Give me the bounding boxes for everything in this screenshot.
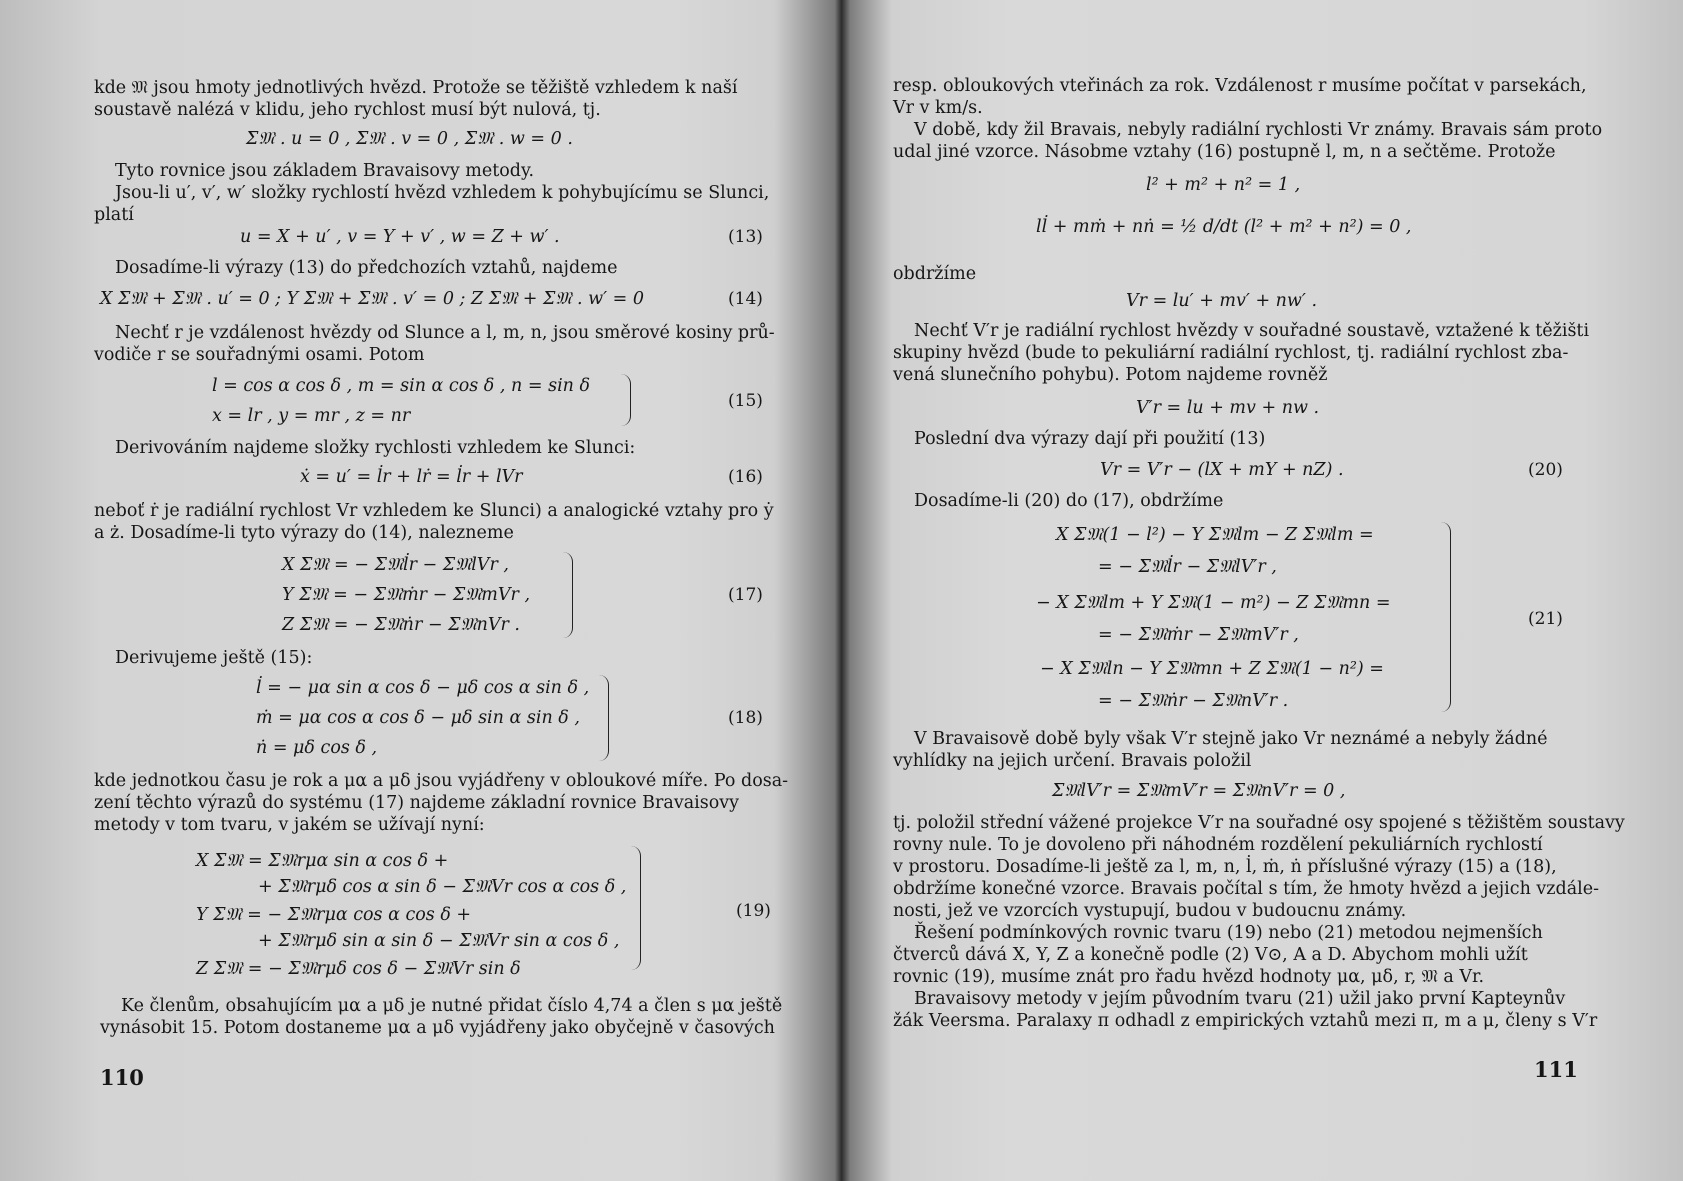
text-line: vyhlídky na jejich určení. Bravais položil — [893, 751, 1252, 771]
equation: = − Σ𝔐l̇r − Σ𝔐lV′r , — [1098, 557, 1277, 577]
equation: Σ𝔐 . u = 0 , Σ𝔐 . v = 0 , Σ𝔐 . w = 0 . — [246, 129, 573, 149]
equation: X Σ𝔐(1 − l²) − Y Σ𝔐lm − Z Σ𝔐lm = — [1056, 525, 1374, 545]
text-line: vodiče r se souřadnými osami. Potom — [94, 345, 425, 365]
equation: Z Σ𝔐 = − Σ𝔐ṅr − Σ𝔐nVr . — [282, 615, 520, 635]
equation: u = X + u′ , v = Y + v′ , w = Z + w′ . — [240, 227, 560, 247]
text-line: Derivujeme ještě (15): — [115, 648, 313, 668]
text-line: Derivováním najdeme složky rychlosti vzhledem ke Slunci: — [115, 438, 636, 458]
equation-number: (16) — [728, 467, 763, 487]
equation: − X Σ𝔐ln − Y Σ𝔐mn + Z Σ𝔐(1 − n²) = — [1040, 659, 1384, 679]
text-line: Ke členům, obsahujícím μα a μδ je nutné přidat číslo 4,74 a člen s μα ještě — [121, 996, 783, 1016]
text-line: platí — [94, 205, 134, 225]
equation-brace — [628, 846, 641, 970]
text-line: Dosadíme-li výrazy (13) do předchozích vztahů, najdeme — [115, 258, 618, 278]
text-line: Nechť r je vzdálenost hvězdy od Slunce a l, m, n, jsou směrové kosiny prů- — [115, 323, 775, 343]
text-line: soustavě nalézá v klidu, jeho rychlost musí být nulová, tj. — [94, 100, 601, 120]
equation: ẋ = u′ = l̇r + lṙ = l̇r + lVr — [300, 467, 523, 487]
equation: l² + m² + n² = 1 , — [1146, 175, 1301, 195]
equation: Y Σ𝔐 = − Σ𝔐rμα cos α cos δ + — [196, 905, 472, 925]
equation: Z Σ𝔐 = − Σ𝔐rμδ cos δ − Σ𝔐Vr sin δ — [196, 959, 521, 979]
text-line: vynásobit 15. Potom dostaneme μα a μδ vyjádřeny jako obyčejně v časových — [100, 1018, 775, 1038]
text-line: neboť ṙ je radiální rychlost Vr vzhledem ke Slunci) a analogické vztahy pro ẏ — [94, 501, 774, 521]
left-page — [0, 0, 830, 1181]
text-line: tj. položil střední vážené projekce V′r na souřadné osy spojené s těžištěm soustavy — [893, 813, 1625, 833]
text-line: v prostoru. Dosadíme-li ještě za l, m, n, l̇, ṁ, ṅ příslušné výrazy (15) a (18), — [893, 857, 1557, 877]
text-line: vená slunečního pohybu). Potom najdeme rovněž — [893, 365, 1328, 385]
equation-number: (14) — [728, 289, 763, 309]
text-line: rovny nule. To je dovoleno při náhodném rozdělení pekuliárních rychlostí — [893, 835, 1543, 855]
equation: = − Σ𝔐ṅr − Σ𝔐nV′r . — [1098, 691, 1289, 711]
equation-brace — [1436, 522, 1451, 712]
text-line: V době, kdy žil Bravais, nebyly radiální rychlosti Vr známy. Bravais sám proto — [914, 120, 1603, 140]
text-line: nosti, jež ve vzorcích vystupují, budou v budoucnu známy. — [893, 901, 1407, 921]
equation-number: (13) — [728, 227, 763, 247]
text-line: Vr v km/s. — [893, 98, 983, 118]
equation-number: (21) — [1528, 609, 1563, 629]
equation: X Σ𝔐 = Σ𝔐rμα sin α cos δ + — [196, 851, 449, 871]
text-line: kde 𝔐 jsou hmoty jednotlivých hvězd. Protože se těžiště vzhledem k naší — [94, 78, 738, 98]
text-line: Řešení podmínkových rovnic tvaru (19) nebo (21) metodou nejmenších — [914, 923, 1543, 943]
equation-number: (20) — [1528, 460, 1563, 480]
text-line: skupiny hvězd (bude to pekuliární radiální rychlost, tj. radiální rychlost zba- — [893, 343, 1569, 363]
equation-number: (17) — [728, 585, 763, 605]
equation: X Σ𝔐 + Σ𝔐 . u′ = 0 ; Y Σ𝔐 + Σ𝔐 . v′ = 0 ; Z Σ𝔐 + Σ𝔐 . w′ = 0 — [100, 289, 644, 309]
right-page — [836, 0, 1683, 1181]
text-line: udal jiné vzorce. Násobme vztahy (16) postupně l, m, n a sečtěme. Protože — [893, 142, 1556, 162]
text-line: zení těchto výrazů do systému (17) najdeme základní rovnice Bravaisovy — [94, 793, 740, 813]
equation-number: (18) — [728, 708, 763, 728]
text-line: V Bravaisově době byly však V′r stejně jako Vr neznámé a nebyly žádné — [914, 729, 1548, 749]
text-line: obdržíme konečné vzorce. Bravais počítal s tím, že hmoty hvězd a jejich vzdále- — [893, 879, 1600, 899]
equation: Vr = lu′ + mv′ + nw′ . — [1126, 291, 1318, 311]
equation: X Σ𝔐 = − Σ𝔐l̇r − Σ𝔐lVr , — [282, 555, 509, 575]
text-line: Poslední dva výrazy dají při použití (13) — [914, 429, 1266, 449]
equation: ṅ = μδ cos δ , — [256, 738, 378, 758]
equation: = − Σ𝔐ṁr − Σ𝔐mV′r , — [1098, 625, 1299, 645]
equation-brace — [560, 552, 573, 638]
equation: Y Σ𝔐 = − Σ𝔐ṁr − Σ𝔐mVr , — [282, 585, 531, 605]
text-line: obdržíme — [893, 264, 977, 284]
text-line: resp. obloukových vteřinách za rok. Vzdálenost r musíme počítat v parsekách, — [893, 76, 1587, 96]
equation: l = cos α cos δ , m = sin α cos δ , n = sin δ — [212, 376, 591, 396]
text-line: metody v tom tvaru, v jakém se užívají nyní: — [94, 815, 485, 835]
page-number: 110 — [100, 1065, 144, 1090]
equation: + Σ𝔐rμδ sin α sin δ − Σ𝔐Vr sin α cos δ , — [258, 931, 620, 951]
text-line: a ż. Dosadíme-li tyto výrazy do (14), nalezneme — [94, 523, 514, 543]
text-line: rovnic (19), musíme znát pro řadu hvězd hodnoty μα, μδ, r, 𝔐 a Vr. — [893, 967, 1485, 987]
equation: l̇ = − μα sin α cos δ − μδ cos α sin δ , — [256, 678, 590, 698]
equation-number: (15) — [728, 391, 763, 411]
equation: − X Σ𝔐lm + Y Σ𝔐(1 − m²) − Z Σ𝔐mn = — [1036, 593, 1391, 613]
text-line: Bravaisovy metody v jejím původním tvaru (21) užil jako první Kapteynův — [914, 989, 1566, 1009]
equation: ll̇ + mṁ + nṅ = ½ d/dt (l² + m² + n²) = 0 , — [1036, 217, 1412, 237]
equation: x = lr , y = mr , z = nr — [212, 406, 411, 426]
equation-brace — [618, 374, 631, 426]
page-number: 111 — [1534, 1057, 1578, 1082]
text-line: Tyto rovnice jsou základem Bravaisovy metody. — [115, 161, 535, 181]
equation: Σ𝔐lV′r = Σ𝔐mV′r = Σ𝔐nV′r = 0 , — [1052, 781, 1346, 801]
equation: ṁ = μα cos α cos δ − μδ sin α sin δ , — [256, 708, 580, 728]
equation: Vr = V′r − (lX + mY + nZ) . — [1100, 460, 1344, 480]
equation-brace — [596, 675, 609, 761]
text-line: čtverců dává X, Y, Z a konečně podle (2) V⊙, A a D. Abychom mohli užít — [893, 945, 1528, 965]
text-line: kde jednotkou času je rok a μα a μδ jsou vyjádřeny v obloukové míře. Po dosa- — [94, 771, 789, 791]
text-line: Jsou-li u′, v′, w′ složky rychlostí hvězd vzhledem k pohybujícímu se Slunci, — [115, 183, 770, 203]
equation-number: (19) — [736, 901, 771, 921]
text-line: žák Veersma. Paralaxy π odhadl z empirických vztahů mezi π, m a μ, členy s V′r — [893, 1011, 1598, 1031]
equation: + Σ𝔐rμδ cos α sin δ − Σ𝔐Vr cos α cos δ , — [258, 877, 627, 897]
text-line: Nechť V′r je radiální rychlost hvězdy v souřadné soustavě, vztažené k těžišti — [914, 321, 1590, 341]
text-line: Dosadíme-li (20) do (17), obdržíme — [914, 491, 1224, 511]
equation: V′r = lu + mv + nw . — [1136, 398, 1320, 418]
